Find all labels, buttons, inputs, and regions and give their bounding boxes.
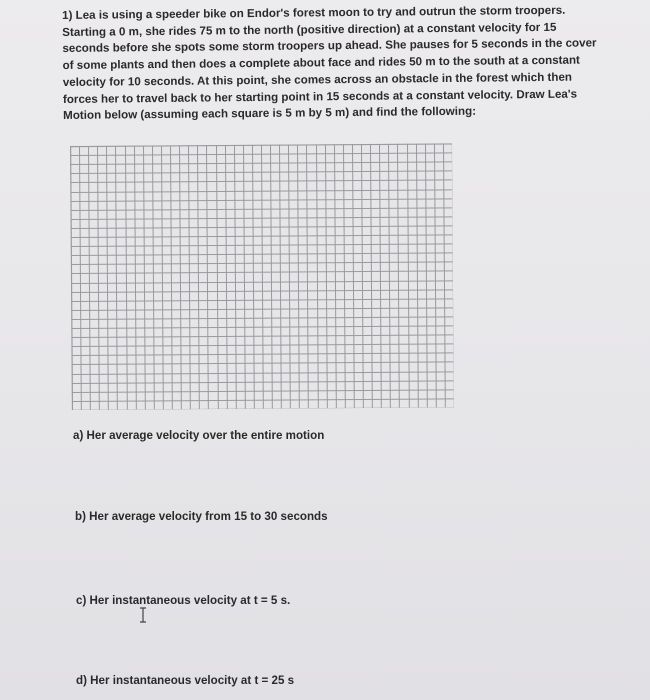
graph-paper [70, 143, 454, 410]
text-cursor-icon [138, 607, 148, 623]
question-b: b) Her average velocity from 15 to 30 seconds [75, 510, 328, 523]
question-c: c) Her instantaneous velocity at t = 5 s. [76, 594, 291, 607]
problem-statement: 1) Lea is using a speeder bike on Endor's forest moon to try and outrun the storm troopers. Starting a 0 m, she rides 75 m to the north (positive direction) at a constant velocity for 15 seconds before she spots some storm troopers up ahead. She pauses for 5 seconds in the cover of some plants and then does a complete about face and rides 50 m to the south at a constant velocity for 10 seconds. At this point, she comes across an obstacle in the forest which then forces her to travel back to her starting point in 15 seconds at a constant velocity. Draw Lea's Motion below (assuming each square is 5 m by 5 m) and find the following: [62, 3, 597, 123]
question-d: d) Her instantaneous velocity at t = 25 s [76, 674, 295, 687]
question-a: a) Her average velocity over the entire motion [73, 429, 325, 442]
motion-graph-grid [70, 143, 454, 410]
